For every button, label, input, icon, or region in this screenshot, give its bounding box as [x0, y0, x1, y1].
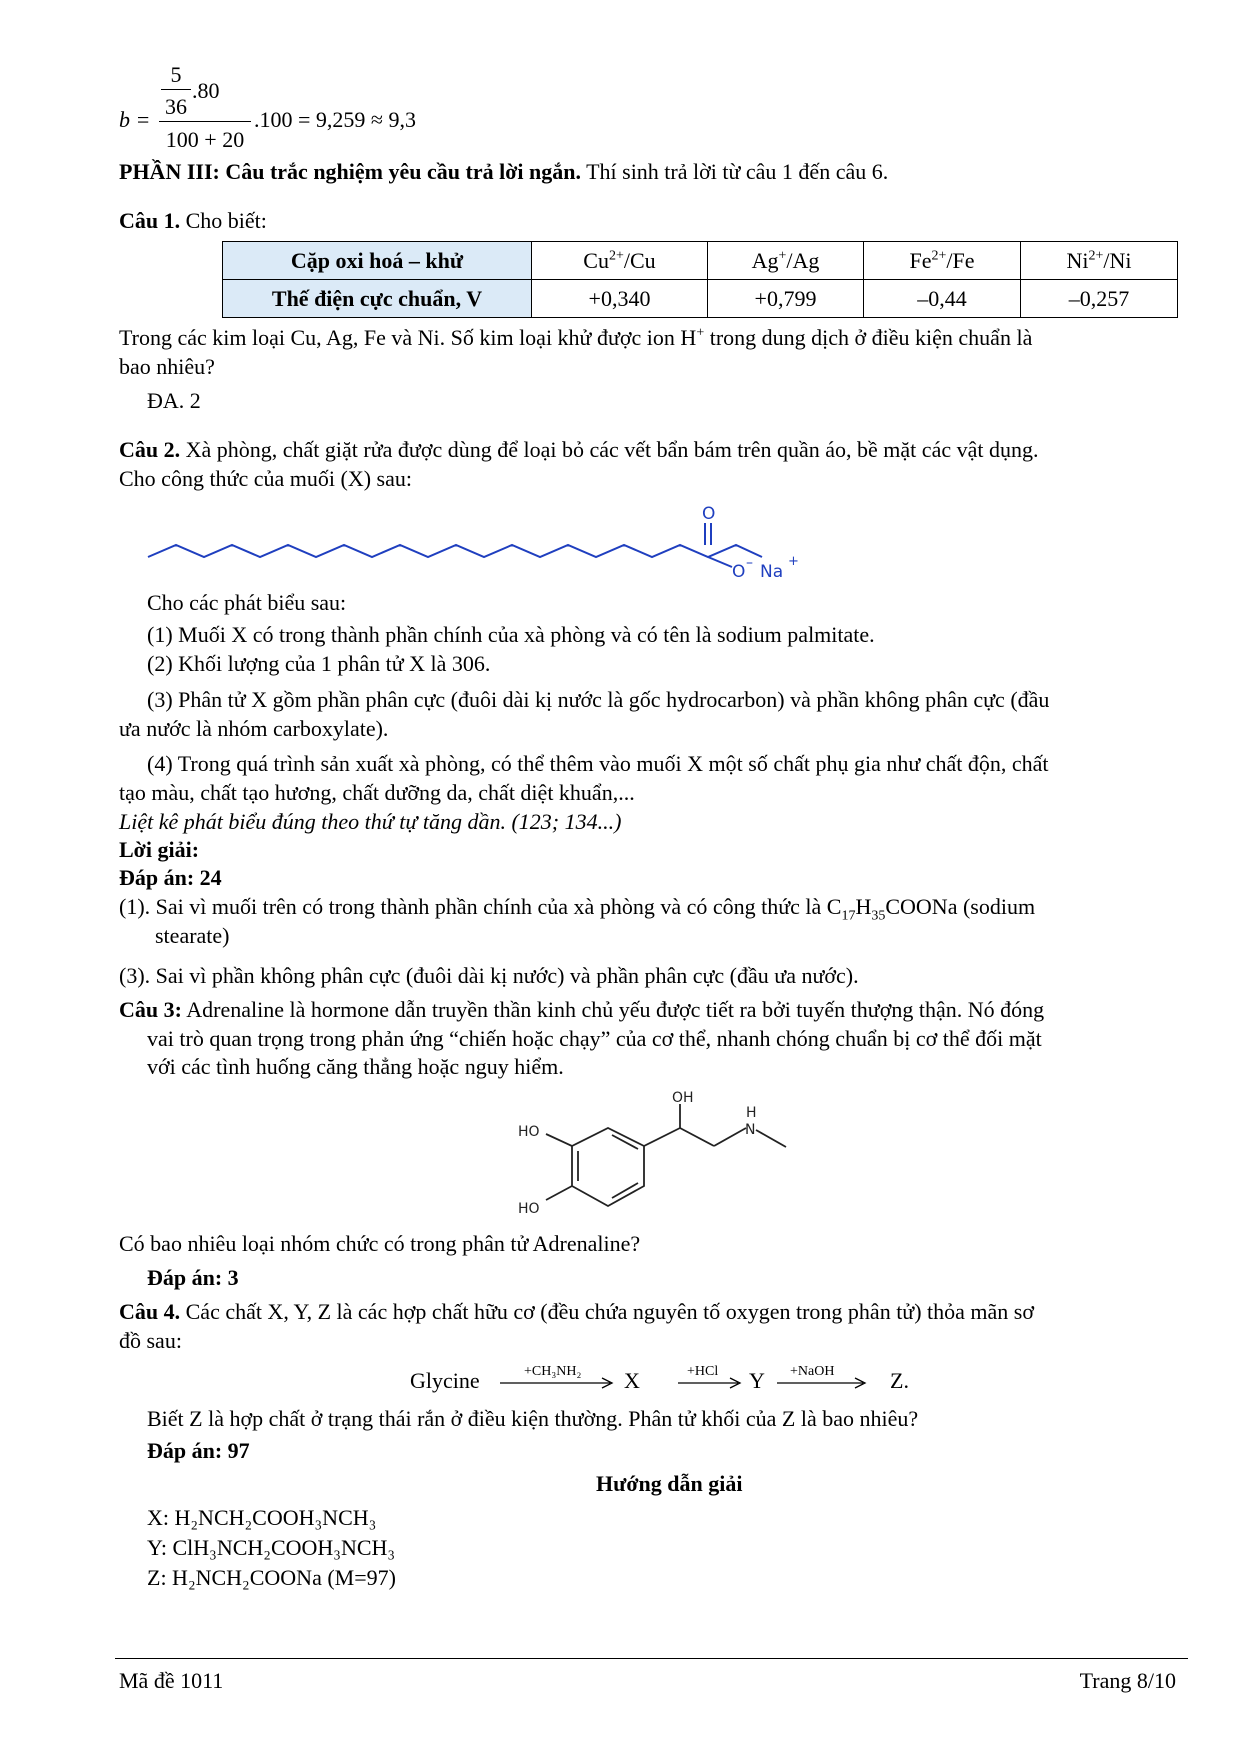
outer-denominator: 100 + 20 [165, 127, 245, 152]
phenol-label-1: HO [518, 1124, 540, 1140]
scheme-x: X [624, 1368, 640, 1393]
table-cell: –0,44 [864, 280, 1021, 318]
scheme-reagent-3: +NaOH [790, 1364, 835, 1379]
q2-statement-3b: ưa nước là nhóm carboxylate). [119, 716, 389, 741]
q2-instruction: Liệt kê phát biểu đúng theo thứ tự tăng dần. (123; 134...) [119, 809, 622, 834]
q2-line2: Cho công thức của muối (X) sau: [119, 466, 412, 491]
formula-lhs: b = [119, 107, 151, 132]
q1-text-line1: Trong các kim loại Cu, Ag, Fe và Ni. Số kim loại khử được ion H+ trong dung dịch ở điều kiện chuẩn là [119, 325, 1033, 350]
scheme-y: Y [749, 1368, 765, 1393]
q2-statement-1: (1) Muối X có trong thành phần chính của xà phòng và có tên là sodium palmitate. [147, 622, 875, 647]
table-cell: $Fe^{2+}/Fe$ [864, 242, 1021, 280]
q2-intro: Cho các phát biểu sau: [147, 590, 347, 615]
minus-charge: – [746, 555, 753, 571]
q1-text-line2: bao nhiêu? [119, 354, 215, 379]
table-cell: $Ni^{2+}/Ni$ [1021, 242, 1178, 280]
q2-explain-1b: stearate) [155, 923, 230, 948]
q1-label: Câu 1. [119, 208, 181, 233]
scheme-reagent-2: +HCl [687, 1364, 719, 1379]
q2-explain-1a: (1). Sai vì muối trên có trong thành phần chính của xà phòng và có công thức là $C_{17}H_{35}COONa$ (sodium [119, 894, 1036, 924]
q4-answer: Đáp án: 97 [147, 1438, 250, 1463]
formula-rhs: .100 = 9,259 ≈ 9,3 [254, 107, 416, 132]
table-header-potential: Thế điện cực chuẩn, V [223, 280, 532, 318]
q4-label: Câu 4. [119, 1299, 181, 1324]
adrenaline-structure [510, 1090, 800, 1240]
inner-multiplier: .80 [192, 78, 220, 103]
q2-label: Câu 2. [119, 437, 181, 462]
footer-exam-code: Mã đề 1011 [119, 1668, 224, 1693]
anion-oxygen: O [732, 562, 746, 582]
part3-title: PHẦN III: Câu trắc nghiệm yêu cầu trả lời ngắn. [119, 159, 581, 184]
plus-charge: + [788, 554, 799, 569]
q2-statement-4b: tạo màu, chất tạo hương, chất dưỡng da, chất diệt khuẩn,... [119, 780, 635, 805]
q1-intro: Cho biết: [185, 208, 267, 233]
q3-answer: Đáp án: 3 [147, 1265, 239, 1290]
hydroxyl-label: OH [672, 1090, 694, 1106]
q2-statement-2: (2) Khối lượng của 1 phân tử X là 306. [147, 651, 491, 676]
sodium-ion: Na [760, 562, 784, 582]
sodium-stearate-structure [140, 505, 820, 585]
potential-table [222, 241, 1178, 318]
arrow-1 [498, 1376, 618, 1390]
inner-denominator: 36 [165, 94, 187, 119]
q2-answer: Đáp án: 24 [119, 865, 222, 890]
table-cell: +0,799 [708, 280, 864, 318]
table-cell: +0,340 [532, 280, 708, 318]
q1-heading [119, 207, 267, 235]
q4-y-line: Y: ClH₃NCH₂COOH₃NCH₃ [147, 1535, 396, 1560]
q4-x-line: X: H₂NCH₂COOH₃NCH₃ [147, 1505, 377, 1530]
arrow-3 [775, 1376, 875, 1390]
table-header-pair: Cặp oxi hoá – khử [223, 242, 532, 280]
table-cell: Ag+/Ag [708, 242, 864, 280]
scheme-reagent-1: +CH₃NH₂ [524, 1364, 582, 1379]
q4-guide-title: Hướng dẫn giải [596, 1471, 743, 1496]
table-row [223, 280, 1178, 318]
phenol-label-2: HO [518, 1201, 540, 1217]
arrow-2 [676, 1376, 744, 1390]
q2-explain-3: (3). Sai vì phần không phân cực (đuôi dài kị nước) và phần phân cực (đầu ưa nước). [119, 963, 859, 988]
q3-line2: vai trò quan trọng trong phản ứng “chiến hoặc chạy” của cơ thể, nhanh chóng chuẩn bị cơ thể đối mặt [147, 1026, 1042, 1051]
q2-statement-4a: (4) Trong quá trình sản xuất xà phòng, có thể thêm vào muối X một số chất phụ gia như chất độn, chất [147, 751, 1049, 776]
amine-n-label: N [745, 1122, 756, 1138]
amine-h-label: H [746, 1105, 757, 1121]
q1-answer: ĐA. 2 [147, 388, 201, 413]
q3-label: Câu 3: [119, 997, 182, 1022]
table-cell: –0,257 [1021, 280, 1178, 318]
q3-question: Có bao nhiêu loại nhóm chức có trong phân tử Adrenaline? [119, 1231, 641, 1256]
q2-line1: Câu 2. Xà phòng, chất giặt rửa được dùng để loại bỏ các vết bẩn bám trên quần áo, bề mặt các vật dụng. [119, 437, 1039, 462]
table-row [223, 242, 1178, 280]
q2-statement-3a: (3) Phân tử X gồm phần phân cực (đuôi dài kị nước là gốc hydrocarbon) và phần không phân cực (đầu [147, 687, 1050, 712]
scheme-z: Z. [890, 1368, 909, 1393]
part3-heading [119, 158, 888, 186]
q4-line1: Câu 4. Các chất X, Y, Z là các hợp chất hữu cơ (đều chứa nguyên tố oxygen trong phân tử) thỏa mãn sơ [119, 1299, 1034, 1324]
q4-question: Biết Z là hợp chất ở trạng thái rắn ở điều kiện thường. Phân tử khối của Z là bao nhiêu? [147, 1406, 919, 1431]
q4-z-line: Z: H₂NCH₂COONa (M=97) [147, 1565, 396, 1590]
carbonyl-oxygen: O [702, 505, 716, 524]
table-cell: $Cu^{2+}/Cu$ [532, 242, 708, 280]
carbon-chain [148, 545, 762, 557]
inner-numerator: 5 [170, 62, 182, 87]
part3-desc: Thí sinh trả lời từ câu 1 đến câu 6. [586, 159, 889, 184]
q2-solution-label: Lời giải: [119, 837, 200, 862]
footer-page-number: Trang 8/10 [1079, 1668, 1176, 1693]
scheme-start: Glycine [410, 1368, 480, 1393]
q4-line2: đồ sau: [119, 1328, 182, 1353]
q3-line1: Câu 3: Adrenaline là hormone dẫn truyền thần kinh chủ yếu được tiết ra bởi tuyến thượng thận. Nó đóng [119, 997, 1045, 1022]
q3-line3: với các tình huống căng thẳng hoặc nguy hiểm. [147, 1054, 564, 1079]
footer-rule [115, 1658, 1188, 1659]
